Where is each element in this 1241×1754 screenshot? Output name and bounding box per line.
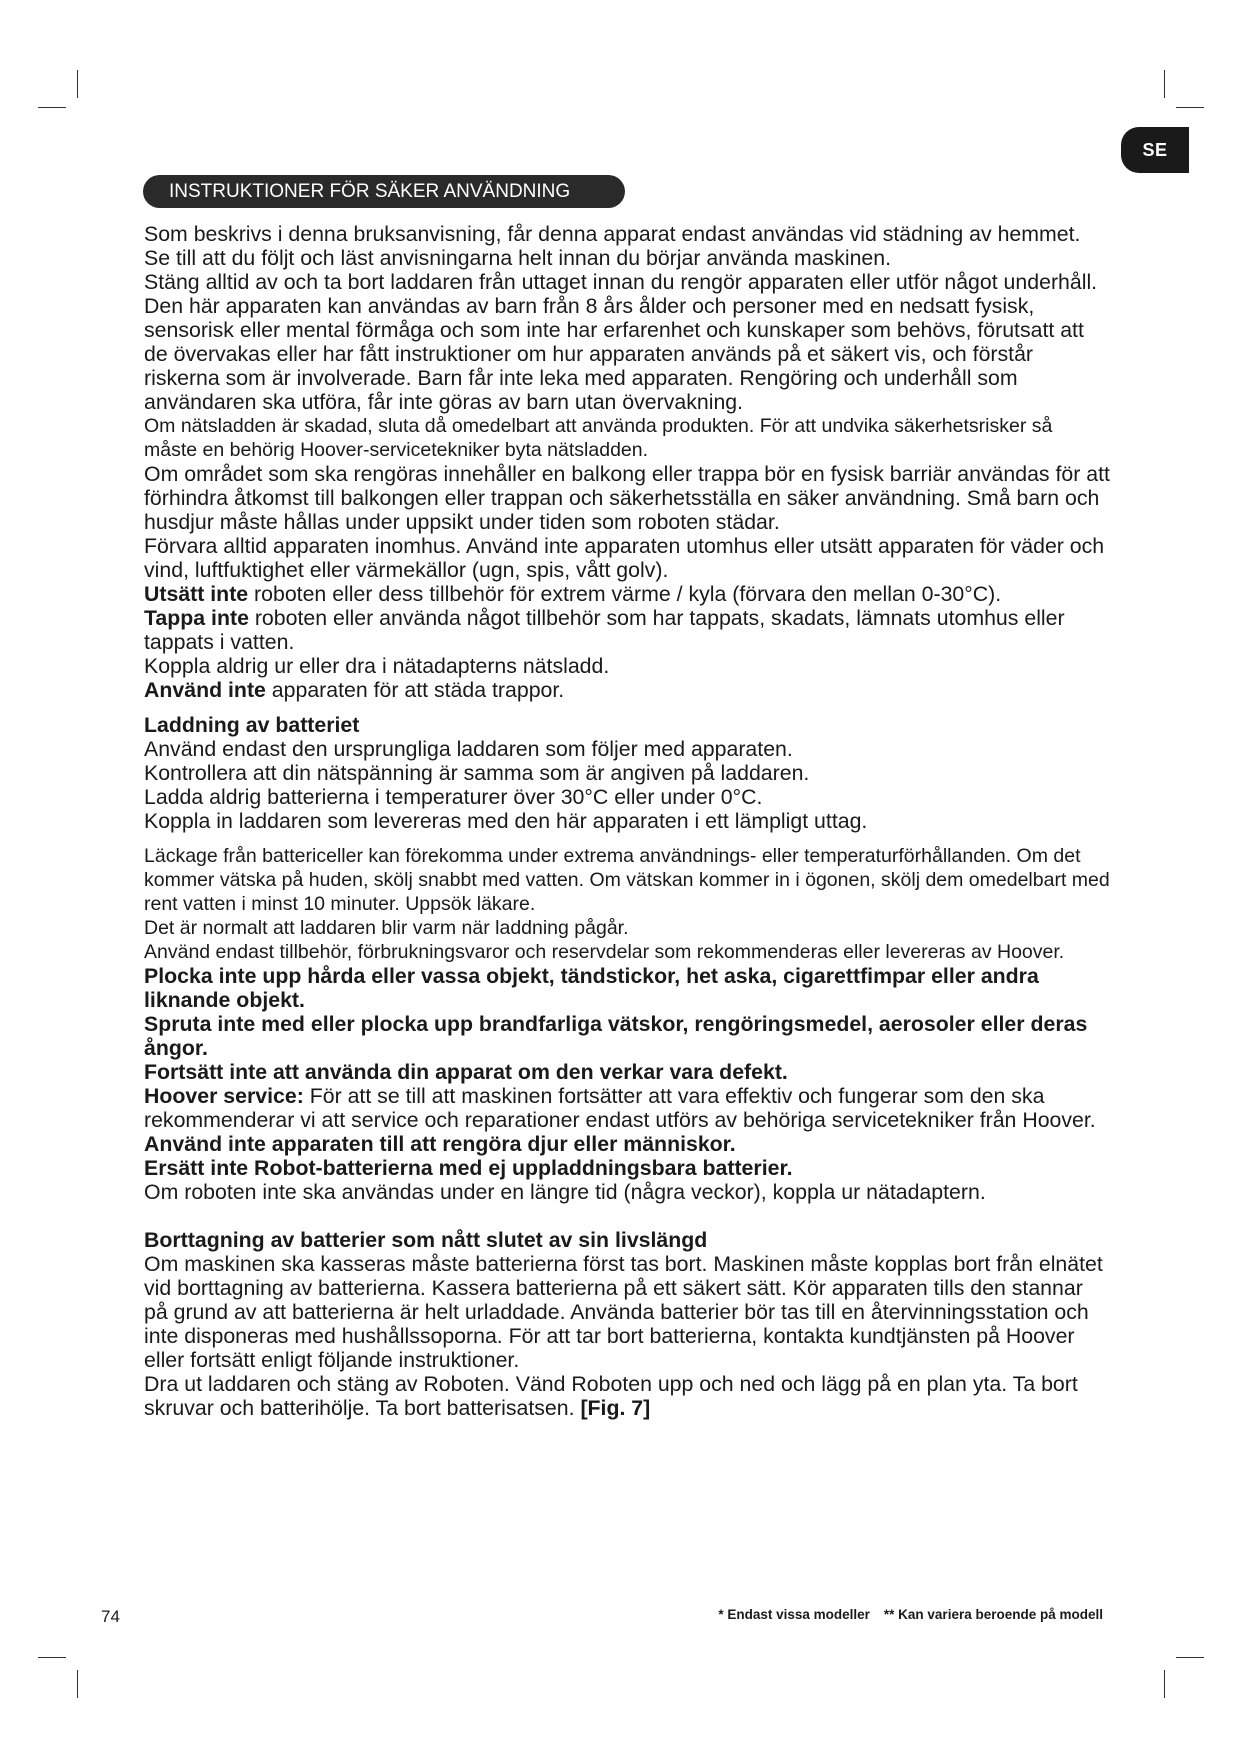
bold-lead: Tappa inte — [144, 606, 249, 630]
warning-line — [144, 1060, 1110, 1084]
bold-warning: Plocka inte upp hårda eller vassa objekt, tändstickor, het aska, cigarettfimpar eller andra liknande objekt. — [144, 964, 1039, 1012]
paragraph-storage — [144, 534, 1110, 702]
paragraph-leakage: Läckage från battericeller kan förekomma under extrema användnings- eller temperaturförhållanden. Om det kommer vätska på huden, skölj snabbt med vatten. Om vätskan kommer in i ögonen, skölj dem omedelbart med rent vatten i minst 10 minuter. Uppsök läkare. — [144, 845, 1110, 915]
section-charging — [144, 713, 1110, 833]
page-number: 74 — [101, 1607, 120, 1626]
crop-mark — [1164, 70, 1165, 98]
bold-warning: Ersätt inte Robot-batterierna med ej uppladdningsbara batterier. — [144, 1156, 793, 1180]
disposal-text — [144, 1372, 1110, 1420]
crop-mark — [1176, 107, 1204, 108]
disposal-instructions: Dra ut laddaren och stäng av Roboten. Vänd Roboten upp och ned och lägg på en plan yta. Ta bort skruvar och batterihölje. Ta bort batterisatsen. — [144, 1372, 1078, 1420]
crop-mark — [1164, 1670, 1165, 1698]
warning-line: Det är normalt att laddaren blir varm när laddning pågår. — [144, 917, 629, 939]
charging-line: Koppla in laddaren som levereras med den här apparaten i ett lämpligt uttag. — [144, 809, 868, 833]
language-tab: SE — [1121, 127, 1189, 173]
charging-heading — [144, 713, 1110, 737]
storage-text: roboten eller dess tillbehör för extrem värme / kyla (förvara den mellan 0-30°C). — [248, 582, 1002, 606]
paragraph-children: Den här apparaten kan användas av barn från 8 års ålder och personer med en nedsatt fysisk, sensorisk eller mental förmåga och som inte har erfarenhet och kunskaper som behövs, förutsatt att de övervakas eller har fått instruktioner om hur apparaten används på et säkert vis, och förstår riskerna som är involverade. Barn får inte leka med apparaten. Rengöring och underhåll som användaren ska utföra, får inte göras av barn utan övervakning. — [144, 294, 1084, 414]
charging-line: Kontrollera att din nätspänning är samma som är angiven på laddaren. — [144, 761, 810, 785]
paragraph-maintenance: Stäng alltid av och ta bort laddaren från uttaget innan du rengör apparaten eller utför något underhåll. — [144, 270, 1098, 294]
storage-text: roboten eller använda något tillbehör som har tappats, skadats, lämnats utomhus eller tappats i vatten. — [144, 606, 1065, 654]
section-disposal — [144, 1228, 1110, 1420]
crop-mark — [77, 1670, 78, 1698]
footnotes — [718, 1607, 1103, 1622]
storage-text: apparaten för att städa trappor. — [265, 678, 565, 702]
paragraph-intro: Som beskrivs i denna bruksanvisning, får denna apparat endast användas vid städning av hemmet. Se till att du följt och läst anvisningarna helt innan du börjar använda maskinen. — [144, 222, 1081, 270]
bold-warning: Använd inte apparaten till att rengöra djur eller människor. — [144, 1132, 736, 1156]
footnote: ** Kan variera beroende på modell — [883, 1607, 1103, 1622]
bold-lead: Utsätt inte — [144, 582, 249, 606]
storage-line: Koppla aldrig ur eller dra i nätadapterns nätsladd. — [144, 654, 610, 678]
paragraph-power-cord: Om nätsladden är skadad, sluta då omedelbart att använda produkten. För att undvika säkerhetsrisker så måste en behörig Hoover-servicetekniker byta nätsladden. — [144, 415, 1053, 461]
storage-line — [144, 582, 1110, 606]
footnote: * Endast vissa modeller — [718, 1607, 870, 1622]
service-text: För att se till att maskinen fortsätter att vara effektiv och fungerar som den ska rekommenderar vi att service och reparationer endast utförs av behöriga servicetekniker från Hoover. — [144, 1084, 1096, 1132]
figure-reference: [Fig. 7] — [580, 1396, 651, 1420]
warning-line: Om roboten inte ska användas under en längre tid (några veckor), koppla ur nätadaptern. — [144, 1180, 986, 1204]
heading-text: Borttagning av batterier som nått slutet av sin livslängd — [144, 1228, 708, 1252]
bold-lead: Hoover service: — [144, 1084, 304, 1108]
heading-text: Laddning av batteriet — [144, 713, 360, 737]
section-header: INSTRUKTIONER FÖR SÄKER ANVÄNDNING — [143, 175, 625, 208]
disposal-heading — [144, 1228, 1110, 1252]
crop-mark — [38, 107, 66, 108]
warning-line — [144, 1156, 1110, 1180]
storage-line: Förvara alltid apparaten inomhus. Använd inte apparaten utomhus eller utsätt apparaten för väder och vind, luftfuktighet eller värmekällor (ugn, spis, vått golv). — [144, 534, 1105, 582]
bold-lead: Använd inte — [144, 678, 266, 702]
bold-warning: Spruta inte med eller plocka upp brandfarliga vätskor, rengöringsmedel, aerosoler eller deras ångor. — [144, 1012, 1088, 1060]
warning-line: Använd endast tillbehör, förbrukningsvaror och reservdelar som rekommenderas eller levereras av Hoover. — [144, 941, 1065, 963]
charging-line: Använd endast den ursprungliga laddaren som följer med apparaten. — [144, 737, 793, 761]
document-body — [144, 222, 1110, 1420]
disposal-text: Om maskinen ska kasseras måste batterierna först tas bort. Maskinen måste kopplas bort från elnätet vid borttagning av batterierna. Kassera batterierna på ett säkert sätt. Kör apparaten tills den stannar på grund av att batterierna är helt urladdade. Använda batterier bör tas till en återvinningsstation och inte disponeras med hushållssoporna. För att tar bort batterierna, kontakta kundtjänsten på Hoover eller fortsätt enligt följande instruktioner. — [144, 1252, 1103, 1372]
bold-warning: Fortsätt inte att använda din apparat om den verkar vara defekt. — [144, 1060, 788, 1084]
crop-mark — [77, 70, 78, 98]
crop-mark — [38, 1657, 66, 1658]
paragraph-warnings — [144, 916, 1110, 1204]
crop-mark — [1176, 1657, 1204, 1658]
storage-line — [144, 606, 1110, 654]
warning-line — [144, 1012, 1110, 1060]
paragraph-balcony: Om området som ska rengöras innehåller en balkong eller trappa bör en fysisk barriär användas för att förhindra åtkomst till balkongen eller trappan och säkerhetsställa en säker användning. Små barn och husdjur måste hållas under uppsikt under tiden som roboten städar. — [144, 462, 1110, 534]
warning-line — [144, 1132, 1110, 1156]
storage-line — [144, 678, 1110, 702]
warning-line — [144, 1084, 1110, 1132]
warning-line — [144, 964, 1110, 1012]
charging-line: Ladda aldrig batterierna i temperaturer över 30°C eller under 0°C. — [144, 785, 763, 809]
